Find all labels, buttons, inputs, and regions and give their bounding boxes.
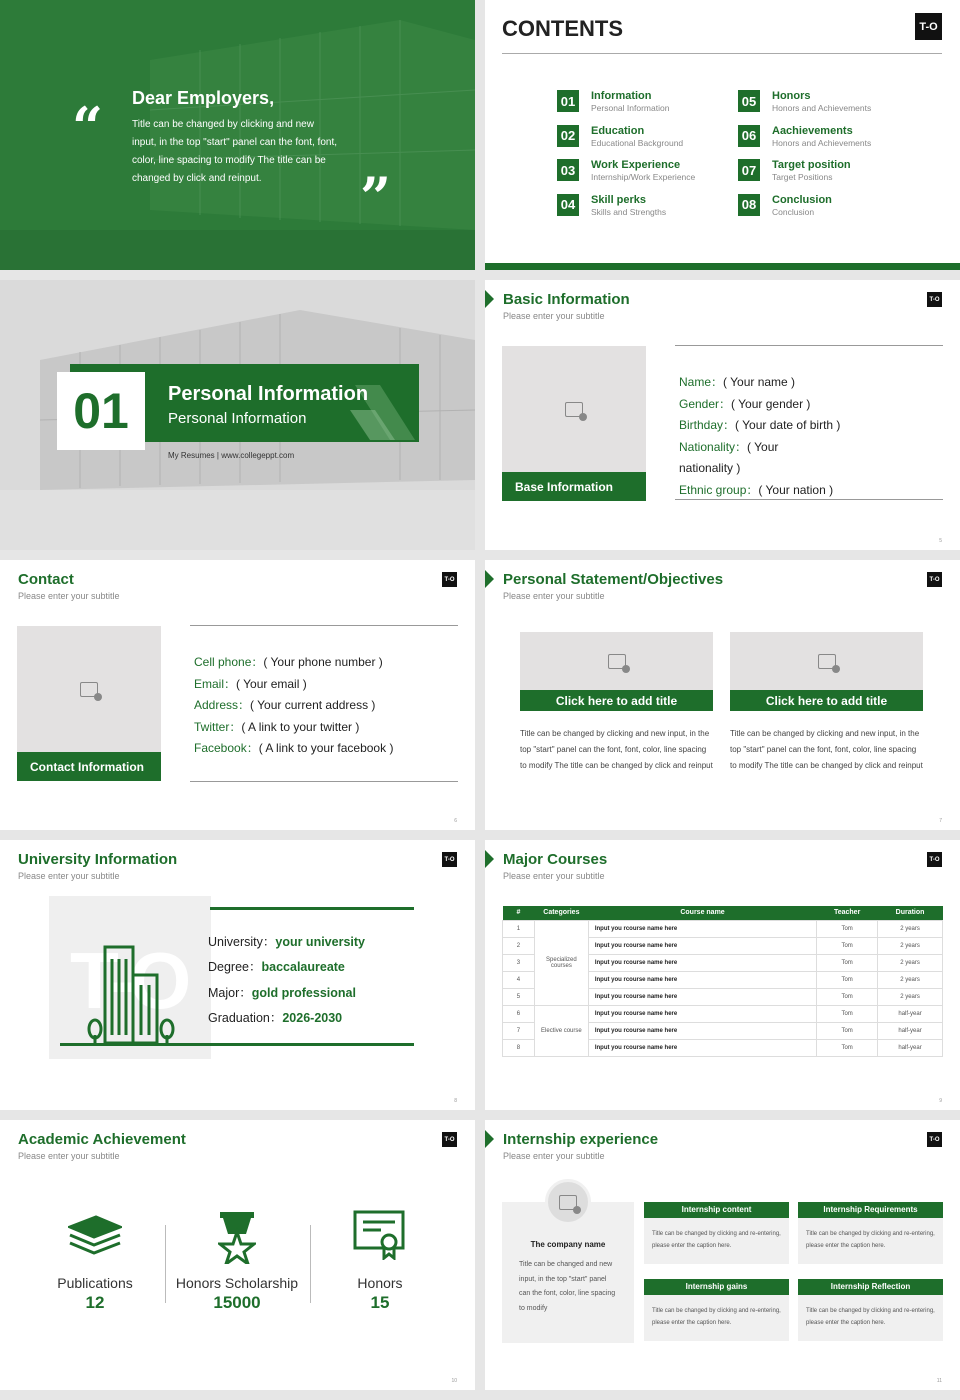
- category-cell: Elective course: [534, 1005, 588, 1056]
- duration-cell: 2 years: [878, 937, 943, 954]
- row-number: 7: [503, 1022, 535, 1039]
- toc-title: Honors: [772, 90, 811, 102]
- teacher-cell: Tom: [817, 988, 878, 1005]
- slide-title: Internship experience: [503, 1131, 659, 1148]
- slide-contact: [0, 560, 475, 830]
- toc-number: 02: [557, 125, 579, 147]
- bottom-rule: [60, 1043, 414, 1046]
- card-title-1[interactable]: Click here to add title: [520, 690, 713, 711]
- col-header-duration: Duration: [878, 906, 943, 920]
- photo-placeholder[interactable]: [17, 626, 161, 752]
- toc-number: 04: [557, 194, 579, 216]
- photo-caption: Base Information: [502, 472, 646, 501]
- logo: T-O: [927, 1132, 942, 1147]
- basic-fields: [679, 372, 840, 502]
- slide-contents: [485, 0, 960, 270]
- toc-title: Information: [591, 90, 652, 102]
- achievement-scholarship: [167, 1275, 307, 1313]
- toc-number: 01: [557, 90, 579, 112]
- heading: Dear Employers,: [132, 88, 275, 108]
- contact-fields: [194, 652, 393, 760]
- slide-subtitle: Please enter your subtitle: [503, 1151, 605, 1161]
- box-body: Title can be changed by clicking and re-entering, please enter the caption here.: [798, 1295, 943, 1341]
- page-number: 6: [454, 818, 457, 824]
- company-name: The company name: [530, 1240, 606, 1249]
- value: 12: [85, 1293, 105, 1312]
- field-row: [208, 981, 365, 1006]
- slide-title: Major Courses: [503, 851, 608, 868]
- field-row: [208, 930, 365, 955]
- duration-cell: 2 years: [878, 954, 943, 971]
- divider: [502, 53, 942, 54]
- toc-subtitle: Target Positions: [772, 172, 833, 182]
- course-name-cell: Input you rcourse name here: [588, 1005, 816, 1022]
- field-label: Address：: [194, 698, 251, 713]
- top-rule: [675, 345, 943, 346]
- slide-title: Contact: [18, 571, 74, 588]
- field-value[interactable]: ( Your email ): [236, 676, 307, 691]
- close-quote-icon: ”: [360, 165, 392, 229]
- value: 15: [370, 1293, 390, 1312]
- label: Publications: [57, 1275, 133, 1291]
- box-body: Title can be changed by clicking and re-entering, please enter the caption here.: [644, 1295, 789, 1341]
- box-header: Internship Reflection: [798, 1279, 943, 1295]
- card-body-2: Title can be changed by clicking and new input, in the top "start" panel can the font, font, color, line spacing to modify The title can be changed by click and reinput: [730, 729, 923, 770]
- page-number: 8: [454, 1098, 457, 1104]
- col-header-course: Course name: [588, 906, 816, 920]
- image-icon: [565, 402, 583, 417]
- course-name-cell: Input you rcourse name here: [588, 937, 816, 954]
- contents-title: CONTENTS: [502, 16, 623, 41]
- card-image-2[interactable]: [730, 632, 923, 690]
- row-number: 6: [503, 1005, 535, 1022]
- company-body: Title can be changed and new input, in the top "start" panel can the font, color, line spacing to modify: [519, 1261, 616, 1312]
- duration-cell: half-year: [878, 1005, 943, 1022]
- field-value[interactable]: ( Your: [747, 439, 779, 454]
- field-row: [194, 695, 393, 717]
- field-row: [194, 674, 393, 696]
- field-value[interactable]: ( Your gender ): [731, 396, 811, 411]
- field-value[interactable]: gold professional: [251, 985, 356, 1000]
- col-header-teacher: Teacher: [817, 906, 878, 920]
- box-header: Internship gains: [644, 1279, 789, 1295]
- toc-subtitle: Honors and Achievements: [772, 137, 872, 148]
- slide-academic-achievement: [0, 1120, 475, 1390]
- certificate-icon: [353, 1210, 407, 1260]
- image-icon: [818, 654, 836, 669]
- toc-number: 08: [738, 194, 760, 216]
- label: Honors Scholarship: [175, 1275, 299, 1291]
- table-row: [503, 1005, 943, 1022]
- toc-subtitle: Conclusion: [772, 206, 815, 217]
- field-value[interactable]: ( A link to your facebook ): [258, 741, 394, 756]
- category-cell: Specialized courses: [534, 920, 588, 1005]
- field-row: [194, 652, 393, 674]
- slide-title: Academic Achievement: [18, 1131, 186, 1148]
- card-body-1: Title can be changed by clicking and new input, in the top "start" panel can the font, font, color, line spacing to modify The title can be changed by click and reinput: [520, 729, 713, 770]
- col-header-num: #: [503, 906, 535, 920]
- box-internship-content: [644, 1202, 789, 1264]
- slide-subtitle: Please enter your subtitle: [503, 591, 605, 601]
- title-marker: [485, 570, 494, 588]
- field-value[interactable]: ( Your nation ): [758, 482, 834, 497]
- value: 15000: [213, 1293, 261, 1312]
- company-avatar[interactable]: [545, 1179, 591, 1225]
- field-label: Major：: [208, 985, 252, 1000]
- course-name-cell: Input you rcourse name here: [588, 988, 816, 1005]
- field-label: Degree：: [208, 960, 262, 975]
- course-name-cell: Input you rcourse name here: [588, 1022, 816, 1039]
- open-quote-icon: “: [72, 95, 104, 159]
- photo-placeholder[interactable]: [502, 346, 646, 472]
- slide-subtitle: Please enter your subtitle: [503, 871, 605, 881]
- field-row: [679, 437, 840, 459]
- separator-1: [165, 1225, 166, 1303]
- field-label: Name：: [679, 375, 724, 389]
- field-value[interactable]: ( Your date of birth ): [735, 418, 841, 433]
- duration-cell: 2 years: [878, 971, 943, 988]
- logo: T-O: [927, 852, 942, 867]
- logo: T-O: [442, 1132, 457, 1147]
- achievement-publications: [25, 1275, 165, 1313]
- medal-icon: [218, 1210, 256, 1264]
- page-number: 10: [451, 1378, 457, 1384]
- toc-subtitle: Internship/Work Experience: [591, 172, 696, 182]
- slide-dear-employers: [0, 0, 475, 270]
- achievement-honors: [310, 1275, 450, 1313]
- card-image-1[interactable]: [520, 632, 713, 690]
- field-value[interactable]: your university: [275, 935, 365, 949]
- bottom-rule: [675, 499, 943, 500]
- course-name-cell: Input you rcourse name here: [588, 1039, 816, 1056]
- title-marker: [485, 1130, 494, 1148]
- field-label: Facebook：: [194, 741, 259, 756]
- row-number: 4: [503, 971, 535, 988]
- field-row: [194, 738, 393, 760]
- image-icon: [608, 654, 626, 669]
- teacher-cell: Tom: [817, 954, 878, 971]
- body-text: Title can be changed by clicking and new input, in the top "start" panel can the font, font, color, line spacing to modify The title can be changed by click and reinput.: [132, 119, 338, 184]
- row-number: 8: [503, 1039, 535, 1056]
- photo-caption: Contact Information: [17, 752, 161, 781]
- toc-subtitle: Skills and Strengths: [591, 206, 667, 217]
- image-icon: [559, 1195, 577, 1210]
- col-header-category: Categories: [534, 906, 588, 920]
- logo: T-O: [442, 572, 457, 587]
- logo: T-O: [927, 572, 942, 587]
- field-label: Birthday：: [679, 418, 736, 433]
- field-value[interactable]: ( Your current address ): [250, 698, 376, 713]
- card-title-2[interactable]: Click here to add title: [730, 690, 923, 711]
- box-header: Internship Requirements: [798, 1202, 943, 1218]
- teacher-cell: Tom: [817, 920, 878, 937]
- duration-cell: 2 years: [878, 920, 943, 937]
- toc-subtitle: Personal Information: [591, 103, 670, 113]
- toc-title: Skill perks: [591, 193, 647, 206]
- toc-title: Conclusion: [772, 193, 832, 206]
- toc-number: 06: [738, 125, 760, 147]
- row-number: 2: [503, 937, 535, 954]
- slide-subtitle: Please enter your subtitle: [503, 311, 605, 321]
- slide-subtitle: Please enter your subtitle: [18, 591, 120, 601]
- title-marker: [485, 290, 494, 308]
- duration-cell: half-year: [878, 1039, 943, 1056]
- toc-title: Education: [591, 124, 645, 137]
- slide-major-courses: [485, 840, 960, 1110]
- field-value[interactable]: baccalaureate: [261, 960, 345, 975]
- university-fields: [208, 930, 365, 1031]
- books-icon: [68, 1215, 122, 1259]
- table-row: [503, 920, 943, 937]
- slide-personal-statement: [485, 560, 960, 830]
- field-label: Email：: [194, 676, 237, 691]
- top-rule: [190, 625, 458, 626]
- field-row: [194, 717, 393, 739]
- courses-table: [502, 906, 943, 1057]
- slide-university-information: [0, 840, 475, 1110]
- slide-section-01: [0, 280, 475, 550]
- slide-subtitle: Please enter your subtitle: [18, 1151, 120, 1161]
- field-value[interactable]: ( Your name ): [723, 375, 796, 389]
- field-value[interactable]: ( Your phone number ): [263, 655, 383, 669]
- slide-basic-information: [485, 280, 960, 550]
- duration-cell: 2 years: [878, 988, 943, 1005]
- section-title: Personal Information: [168, 383, 369, 405]
- toc-title: Aachievements: [772, 124, 853, 137]
- course-name-cell: Input you rcourse name here: [588, 971, 816, 988]
- page-number: 5: [939, 538, 942, 544]
- slide-title: University Information: [18, 851, 178, 868]
- field-label: Gender：: [679, 396, 732, 411]
- building-icon: [85, 945, 185, 1047]
- section-number: 01: [57, 372, 145, 450]
- field-row: [208, 1006, 365, 1031]
- toc-title: Target position: [772, 159, 851, 171]
- box-header: Internship content: [644, 1202, 789, 1218]
- slide-title: Personal Statement/Objectives: [503, 571, 724, 588]
- label: Honors: [357, 1275, 403, 1291]
- footer-text: My Resumes | www.collegeppt.com: [168, 451, 295, 460]
- duration-cell: half-year: [878, 1022, 943, 1039]
- bottom-rule: [190, 781, 458, 782]
- field-row: [679, 372, 840, 394]
- page-number: 11: [936, 1378, 942, 1384]
- teacher-cell: Tom: [817, 1039, 878, 1056]
- page-number: 7: [939, 818, 942, 824]
- course-name-cell: Input you rcourse name here: [588, 920, 816, 937]
- teacher-cell: Tom: [817, 1022, 878, 1039]
- field-label: Cell phone：: [194, 655, 264, 669]
- section-subtitle: Personal Information: [168, 410, 307, 427]
- field-row: [679, 394, 840, 416]
- toc-title: Work Experience: [591, 159, 681, 171]
- toc-subtitle: Educational Background: [591, 137, 684, 148]
- course-name-cell: Input you rcourse name here: [588, 954, 816, 971]
- box-internship-gains: [644, 1279, 789, 1341]
- slide-title: Basic Information: [503, 291, 630, 308]
- field-value[interactable]: nationality ): [679, 461, 741, 476]
- row-number: 3: [503, 954, 535, 971]
- box-internship-reflection: [798, 1279, 943, 1341]
- field-row: [208, 955, 365, 980]
- toc-number: 07: [738, 159, 760, 181]
- slide-subtitle: Please enter your subtitle: [18, 871, 120, 881]
- logo: T-O: [442, 852, 457, 867]
- image-icon: [80, 682, 98, 697]
- page-number: 9: [939, 1098, 942, 1104]
- row-number: 5: [503, 988, 535, 1005]
- field-label: Ethnic group：: [679, 482, 759, 497]
- title-marker: [485, 850, 494, 868]
- toc-number: 05: [738, 90, 760, 112]
- watermark-logo: T-O: [70, 936, 186, 1025]
- field-value[interactable]: 2026-2030: [282, 1010, 343, 1025]
- teacher-cell: Tom: [817, 1005, 878, 1022]
- field-value[interactable]: ( A link to your twitter ): [241, 719, 360, 734]
- toc-subtitle: Honors and Achievements: [772, 103, 872, 113]
- field-label: Twitter：: [194, 719, 242, 734]
- row-number: 1: [503, 920, 535, 937]
- teacher-cell: Tom: [817, 937, 878, 954]
- logo: T-O: [927, 292, 942, 307]
- field-label: Nationality：: [679, 439, 748, 454]
- logo: T-O: [915, 13, 942, 40]
- slide-internship-experience: [485, 1120, 960, 1390]
- box-body: Title can be changed by clicking and re-entering, please enter the caption here.: [644, 1218, 789, 1264]
- field-row: [679, 458, 840, 480]
- bottom-bar: [485, 263, 960, 270]
- field-label: University：: [208, 935, 276, 949]
- box-internship-requirements: [798, 1202, 943, 1264]
- box-body: Title can be changed by clicking and re-entering, please enter the caption here.: [798, 1218, 943, 1264]
- field-row: [679, 415, 840, 437]
- field-label: Graduation：: [208, 1010, 283, 1025]
- teacher-cell: Tom: [817, 971, 878, 988]
- toc-number: 03: [557, 159, 579, 181]
- top-rule: [210, 907, 414, 910]
